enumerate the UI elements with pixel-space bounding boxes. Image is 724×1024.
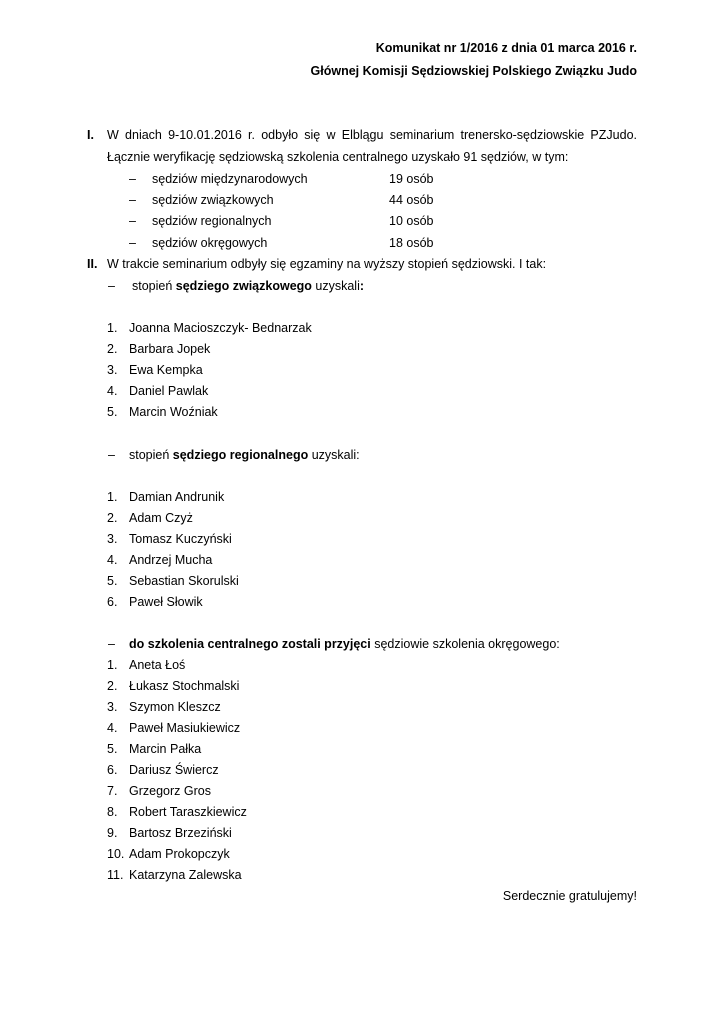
list-number: 5. xyxy=(107,574,118,588)
list-dash: – xyxy=(129,193,136,207)
group-3-heading xyxy=(129,636,560,652)
list-dash: – xyxy=(108,448,115,462)
list-item: Katarzyna Zalewska xyxy=(129,868,242,882)
stat-count: 19 osób xyxy=(389,172,434,186)
heading-text: stopień xyxy=(132,279,176,293)
list-item: Grzegorz Gros xyxy=(129,784,211,798)
list-item: Andrzej Mucha xyxy=(129,553,213,567)
list-item: Tomasz Kuczyński xyxy=(129,532,232,546)
list-number: 6. xyxy=(107,763,118,777)
stat-count: 10 osób xyxy=(389,214,434,228)
heading-emphasis: sędziego związkowego xyxy=(175,279,312,293)
list-item: Paweł Masiukiewicz xyxy=(129,721,241,735)
list-item: Sebastian Skorulski xyxy=(129,574,239,588)
list-number: 10. xyxy=(107,847,125,861)
heading-text: uzyskali xyxy=(311,279,360,293)
stat-count: 44 osób xyxy=(389,193,434,207)
heading-text: sędziowie szkolenia okręgowego: xyxy=(370,637,560,651)
group-2-heading xyxy=(129,447,360,463)
heading-colon: : xyxy=(359,279,365,293)
section-1-line-2: Łącznie weryfikację sędziowską szkolenia centralnego uzyskało 91 sędziów, w tym: xyxy=(107,150,569,164)
list-dash: – xyxy=(129,214,136,228)
stat-label: sędziów regionalnych xyxy=(152,214,272,228)
list-number: 5. xyxy=(107,405,118,419)
list-item: Marcin Pałka xyxy=(129,742,202,756)
list-dash: – xyxy=(108,279,115,293)
list-item: Barbara Jopek xyxy=(129,342,211,356)
list-dash: – xyxy=(108,637,115,651)
list-item: Joanna Macioszczyk- Bednarzak xyxy=(129,321,312,335)
list-number: 1. xyxy=(107,490,118,504)
list-number: 1. xyxy=(107,658,118,672)
list-item: Adam Prokopczyk xyxy=(129,847,230,861)
list-item: Adam Czyż xyxy=(129,511,193,525)
heading-emphasis: sędziego regionalnego xyxy=(172,448,309,462)
list-number: 3. xyxy=(107,363,118,377)
list-item: Bartosz Brzeziński xyxy=(129,826,232,840)
heading-text: uzyskali: xyxy=(308,448,360,462)
section-2-intro: W trakcie seminarium odbyły się egzaminy na wyższy stopień sędziowski. I tak: xyxy=(107,257,547,271)
list-number: 5. xyxy=(107,742,118,756)
section-2-numeral: II. xyxy=(87,257,98,271)
list-number: 7. xyxy=(107,784,118,798)
list-item: Dariusz Świercz xyxy=(129,763,219,777)
stat-label: sędziów międzynarodowych xyxy=(152,172,308,186)
header-subtitle: Głównej Komisji Sędziowskiej Polskiego Związku Judo xyxy=(310,64,637,78)
list-dash: – xyxy=(129,172,136,186)
section-1-numeral: I. xyxy=(87,128,94,142)
stat-count: 18 osób xyxy=(389,236,434,250)
list-item: Ewa Kempka xyxy=(129,363,203,377)
group-1-heading xyxy=(132,278,364,294)
list-item: Daniel Pawlak xyxy=(129,384,209,398)
list-number: 4. xyxy=(107,384,118,398)
list-item: Marcin Woźniak xyxy=(129,405,218,419)
list-item: Paweł Słowik xyxy=(129,595,203,609)
section-1-line-1: W dniach 9-10.01.2016 r. odbyło się w Elblągu seminarium trenersko-sędziowskie PZJudo. xyxy=(107,128,637,142)
list-number: 3. xyxy=(107,532,118,546)
list-number: 2. xyxy=(107,511,118,525)
closing-line: Serdecznie gratulujemy! xyxy=(502,889,637,903)
stat-label: sędziów okręgowych xyxy=(152,236,268,250)
heading-text: stopień xyxy=(129,448,173,462)
list-number: 4. xyxy=(107,553,118,567)
list-item: Damian Andrunik xyxy=(129,490,225,504)
list-item: Łukasz Stochmalski xyxy=(129,679,240,693)
list-number: 2. xyxy=(107,342,118,356)
header-title: Komunikat nr 1/2016 z dnia 01 marca 2016 r. xyxy=(375,41,637,55)
list-number: 8. xyxy=(107,805,118,819)
list-item: Szymon Kleszcz xyxy=(129,700,221,714)
list-number: 4. xyxy=(107,721,118,735)
list-number: 11. xyxy=(107,868,124,882)
list-item: Aneta Łoś xyxy=(129,658,186,672)
list-number: 1. xyxy=(107,321,118,335)
list-number: 2. xyxy=(107,679,118,693)
list-number: 3. xyxy=(107,700,118,714)
list-number: 6. xyxy=(107,595,118,609)
list-dash: – xyxy=(129,236,136,250)
stat-label: sędziów związkowych xyxy=(152,193,274,207)
heading-emphasis: do szkolenia centralnego zostali przyjęci xyxy=(129,637,371,651)
list-item: Robert Taraszkiewicz xyxy=(129,805,247,819)
list-number: 9. xyxy=(107,826,118,840)
